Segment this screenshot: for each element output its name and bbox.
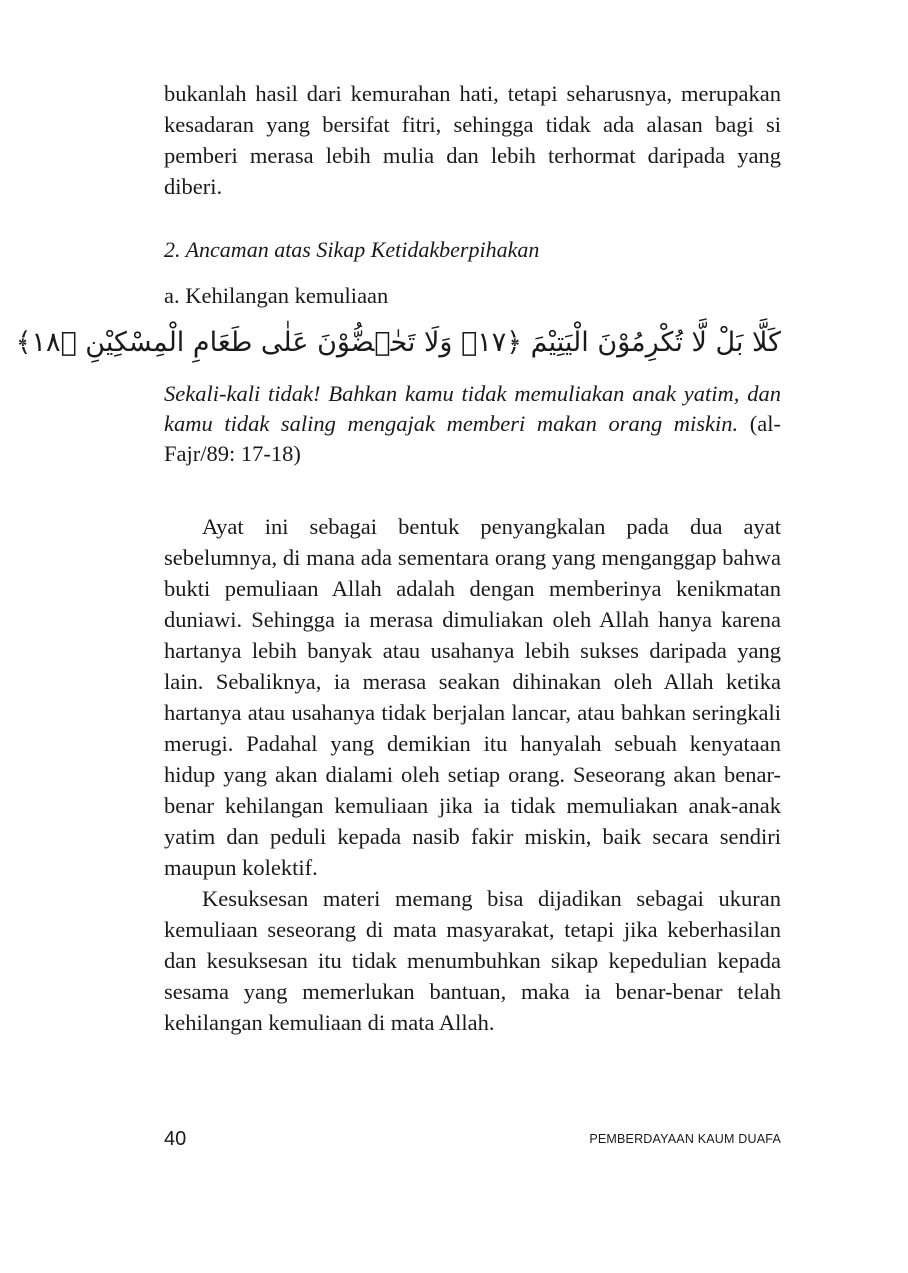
section-heading: 2. Ancaman atas Sikap Ketidakberpihakan	[164, 237, 540, 262]
intro-paragraph: bukanlah hasil dari kemurahan hati, tetapi seharusnya, merupakan kesadaran yang bersifat fitri, sehingga tidak ada alasan bagi si pemberi merasa lebih mulia dan lebih terhormat daripada yang diberi.	[164, 81, 781, 199]
body-paragraph-2: Kesuksesan materi memang bisa dijadikan sebagai ukuran kemuliaan seseorang di mata masyarakat, tetapi jika keberhasilan dan kesuksesan itu tidak menumbuhkan sikap kepedulian kepada sesama yang memerlukan bantuan, maka ia benar-benar telah kehilangan kemuliaan di mata Allah.	[164, 886, 781, 1035]
running-title: PEMBERDAYAAN KAUM DUAFA	[589, 1132, 781, 1146]
body-paragraph-1: Ayat ini sebagai bentuk penyangkalan pada dua ayat sebelumnya, di mana ada sementara orang yang menganggap bahwa bukti pemuliaan Allah adalah dengan memberinya kenikmatan duniawi. Sehingga ia merasa dimuliakan oleh Allah hanya karena hartanya lebih banyak atau usahanya lebih sukses daripada yang lain. Sebaliknya, ia merasa seakan dihinakan oleh Allah ketika hartanya atau usahanya tidak berjalan lancar, atau bahkan seringkali merugi. Padahal yang demikian itu hanyalah sebuah kenyataan hidup yang akan dialami oleh setiap orang. Seseorang akan benar-benar kehilangan kemuliaan jika ia tidak memuliakan anak-anak yatim dan peduli kepada nasib fakir miskin, baik secara sendiri maupun kolektif.	[164, 514, 781, 880]
page-footer	[164, 1128, 781, 1156]
quran-verse-arabic: كَلَّا بَلْ لَّا تُكْرِمُوْنَ الْيَتِيْمَ ﴿١٧﴾ وَلَا تَحٰۤضُّوْنَ عَلٰى طَعَامِ الْمِسْكِيْنِ ﴿١٨﴾	[15, 327, 781, 358]
verse-reference: (al-Fajr/89: 17-18)	[164, 411, 782, 466]
page-number: 40	[164, 1128, 187, 1150]
subsection-heading: a. Kehilangan kemuliaan	[164, 283, 389, 308]
verse-translation-block	[164, 379, 781, 469]
page-content	[15, 78, 782, 1038]
verse-translation: Sekali-kali tidak! Bahkan kamu tidak memuliakan anak yatim, dan kamu tidak saling mengajak memberi makan orang miskin.	[164, 381, 781, 436]
